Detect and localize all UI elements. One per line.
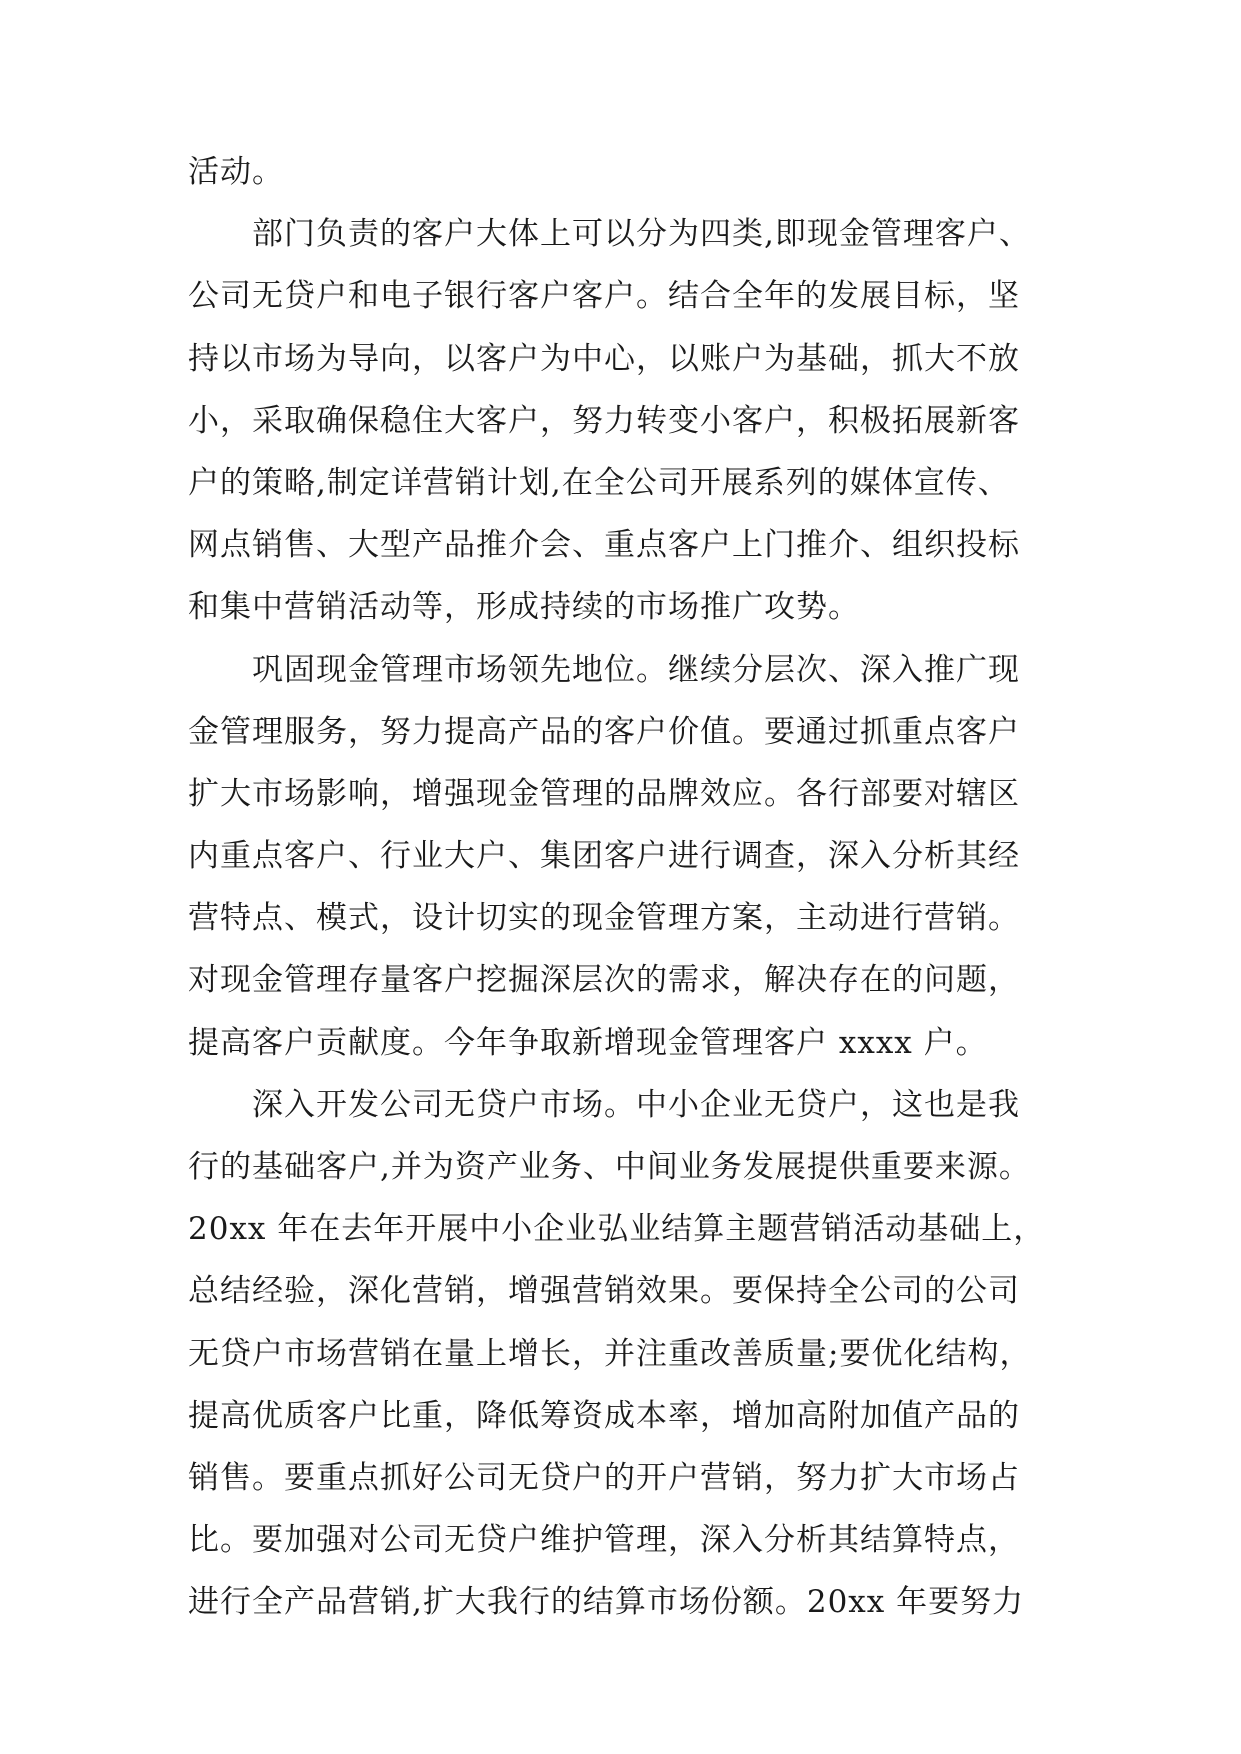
text-line: 提高客户贡献度。今年争取新增现金管理客户 xxxx 户。: [188, 1024, 988, 1061]
text-line: 比。要加强对公司无贷户维护管理，深入分析其结算特点，: [188, 1522, 1020, 1559]
text-line: 内重点客户、行业大户、集团客户进行调查，深入分析其经: [188, 838, 1020, 875]
text-line: 网点销售、大型产品推介会、重点客户上门推介、组织投标: [188, 527, 1020, 564]
text-line: 营特点、模式，设计切实的现金管理方案，主动进行营销。: [188, 900, 1020, 937]
document-body: [188, 152, 1088, 1645]
text-line: 户的策略,制定详营销计划,在全公司开展系列的媒体宣传、: [188, 464, 1010, 501]
text-line: 金管理服务，努力提高产品的客户价值。要通过抓重点客户: [188, 713, 1020, 750]
paragraph-first-line: 部门负责的客户大体上可以分为四类,即现金管理客户、: [252, 216, 1031, 253]
paragraph-first-line: 巩固现金管理市场领先地位。继续分层次、深入推广现: [252, 651, 1020, 688]
text-line: 行的基础客户,并为资产业务、中间业务发展提供重要来源。: [188, 1149, 1031, 1185]
text-line: 扩大市场影响，增强现金管理的品牌效应。各行部要对辖区: [188, 775, 1020, 812]
text-line: 持以市场为导向，以客户为中心，以账户为基础，抓大不放: [188, 340, 1020, 377]
text-line: 进行全产品营销,扩大我行的结算市场份额。20xx 年要努力: [188, 1584, 1025, 1621]
text-line: 提高优质客户比重，降低筹资成本率，增加高附加值产品的: [188, 1397, 1020, 1434]
text-line: 销售。要重点抓好公司无贷户的开户营销，努力扩大市场占: [188, 1459, 1020, 1496]
text-line: 无贷户市场营销在量上增长，并注重改善质量;要优化结构，: [188, 1335, 1032, 1372]
text-line: 活动。: [188, 154, 284, 190]
text-line: 和集中营销活动等，形成持续的市场推广攻势。: [188, 589, 860, 626]
text-line: 小，采取确保稳住大客户，努力转变小客户，积极拓展新客: [188, 402, 1020, 439]
paragraph-first-line: 深入开发公司无贷户市场。中小企业无贷户，这也是我: [252, 1086, 1020, 1123]
text-line: 20xx 年在去年开展中小企业弘业结算主题营销活动基础上，: [188, 1211, 1046, 1248]
text-line: 总结经验，深化营销，增强营销效果。要保持全公司的公司: [188, 1273, 1020, 1310]
text-line: 公司无贷户和电子银行客户客户。结合全年的发展目标，坚: [188, 278, 1020, 315]
text-line: 对现金管理存量客户挖掘深层次的需求，解决存在的问题，: [188, 962, 1020, 999]
